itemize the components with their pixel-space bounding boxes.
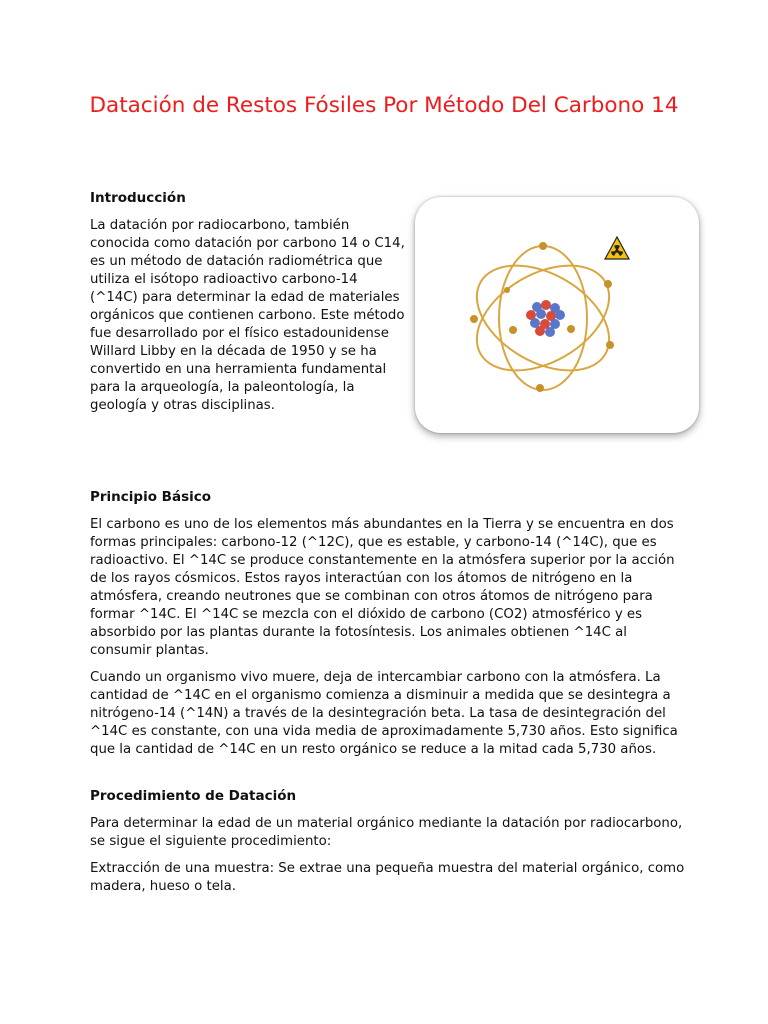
atom-figure	[415, 197, 699, 433]
paragraph-principio-1: El carbono es uno de los elementos más abundantes en la Tierra y se encuentra en dos formas principales: carbono-12 (^12C), que es estable, y carbono-14 (^14C), que es radioactivo. El ^14C se produce constantemente en la atmósfera superior por la acción de los rayos cósmicos. Estos rayos interactúan con los átomos de nitrógeno en la atmósfera, creando neutrones que se combinan con otros átomos de nitrógeno para formar ^14C. El ^14C se mezcla con el dióxido de carbono (CO2) atmosférico y es absorbido por las plantas durante la fotosíntesis. Los animales obtienen ^14C al consumir plantas.	[90, 517, 675, 658]
atom-icon	[415, 197, 699, 433]
paragraph-intro: La datación por radiocarbono, también conocida como datación por carbono 14 o C14, es un método de datación radiométrica que utiliza el isótopo radioactivo carbono-14 (^14C) para determinar la edad de materiales orgánicos que contienen carbono. Este método fue desarrollado por el físico estadounidense Willard Libby en la década de 1950 y se ha convertido en una herramienta fundamental para la arqueología, la paleontología, la geología y otras disciplinas.	[90, 218, 405, 413]
heading-procedimiento: Procedimiento de Datación	[90, 788, 297, 804]
heading-principio: Principio Básico	[90, 489, 212, 505]
nucleus	[526, 300, 565, 337]
paragraph-procedimiento-1: Para determinar la edad de un material orgánico mediante la datación por radiocarbono, se sigue el siguiente procedimiento:	[90, 816, 683, 849]
page-title: Datación de Restos Fósiles Por Método Del Carbono 14	[89, 93, 679, 118]
paragraph-procedimiento-2: Extracción de una muestra: Se extrae una pequeña muestra del material orgánico, como madera, hueso o tela.	[90, 861, 685, 894]
heading-intro: Introducción	[90, 190, 186, 206]
paragraph-principio-2: Cuando un organismo vivo muere, deja de intercambiar carbono con la atmósfera. La cantidad de ^14C en el organismo comienza a disminuir a medida que se desintegra a nitrógeno-14 (^14N) a través de la desintegración beta. La tasa de desintegración del ^14C es constante, con una vida media de aproximadamente 5,730 años. Esto significa que la cantidad de ^14C en un resto orgánico se reduce a la mitad cada 5,730 años.	[90, 670, 678, 757]
radiation-warning-icon	[605, 237, 629, 259]
